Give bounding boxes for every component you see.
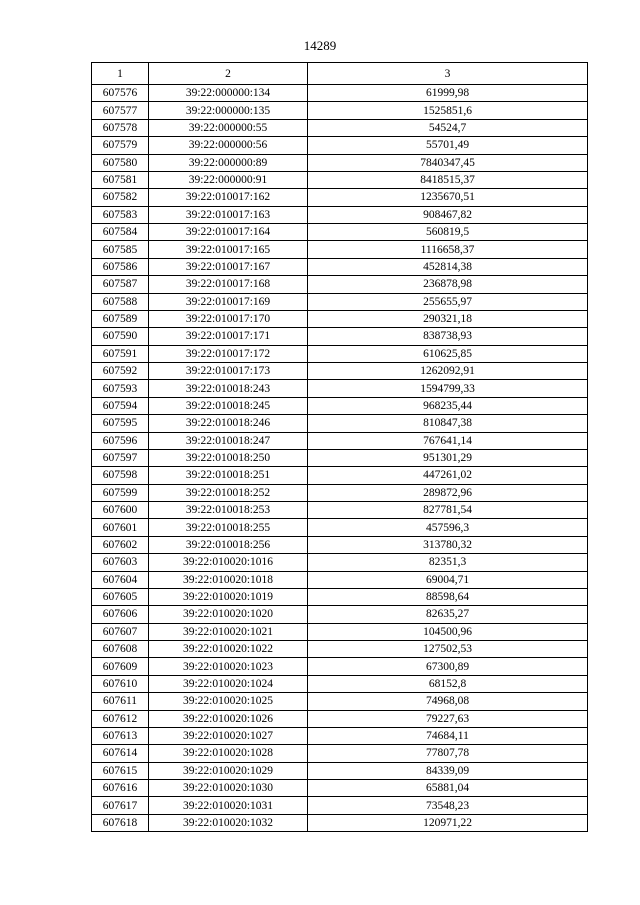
value-cell: 452814,38 bbox=[308, 258, 588, 275]
table-row bbox=[92, 658, 588, 675]
cadastral-number-cell: 39:22:010020:1022 bbox=[149, 641, 308, 658]
cadastral-number-cell: 39:22:010018:256 bbox=[149, 536, 308, 553]
header-row bbox=[92, 63, 588, 85]
row-number-cell: 607586 bbox=[92, 258, 149, 275]
table-header bbox=[92, 63, 588, 85]
cadastral-number-cell: 39:22:010020:1016 bbox=[149, 554, 308, 571]
cadastral-number-cell: 39:22:010018:245 bbox=[149, 397, 308, 414]
table-row bbox=[92, 241, 588, 258]
row-number-cell: 607589 bbox=[92, 310, 149, 327]
cadastral-number-cell: 39:22:010020:1027 bbox=[149, 727, 308, 744]
value-cell: 68152,8 bbox=[308, 675, 588, 692]
value-cell: 560819,5 bbox=[308, 224, 588, 241]
cadastral-number-cell: 39:22:010017:171 bbox=[149, 328, 308, 345]
row-number-cell: 607581 bbox=[92, 171, 149, 188]
cadastral-number-cell: 39:22:010020:1028 bbox=[149, 745, 308, 762]
column-header-1: 1 bbox=[92, 63, 149, 85]
value-cell: 810847,38 bbox=[308, 415, 588, 432]
table-row bbox=[92, 780, 588, 797]
value-cell: 69004,71 bbox=[308, 571, 588, 588]
value-cell: 67300,89 bbox=[308, 658, 588, 675]
column-header-2: 2 bbox=[149, 63, 308, 85]
value-cell: 457596,3 bbox=[308, 519, 588, 536]
table-row bbox=[92, 519, 588, 536]
row-number-cell: 607603 bbox=[92, 554, 149, 571]
cadastral-number-cell: 39:22:010017:164 bbox=[149, 224, 308, 241]
row-number-cell: 607606 bbox=[92, 606, 149, 623]
column-header-3: 3 bbox=[308, 63, 588, 85]
row-number-cell: 607597 bbox=[92, 449, 149, 466]
table-row bbox=[92, 397, 588, 414]
page-number: 14289 bbox=[303, 38, 337, 53]
value-cell: 908467,82 bbox=[308, 206, 588, 223]
row-number-cell: 607583 bbox=[92, 206, 149, 223]
value-cell: 120971,22 bbox=[308, 814, 588, 831]
value-cell: 951301,29 bbox=[308, 449, 588, 466]
cadastral-number-cell: 39:22:010018:251 bbox=[149, 467, 308, 484]
row-number-cell: 607592 bbox=[92, 363, 149, 380]
cadastral-number-cell: 39:22:010020:1019 bbox=[149, 588, 308, 605]
table-row bbox=[92, 675, 588, 692]
value-cell: 610625,85 bbox=[308, 345, 588, 362]
row-number-cell: 607609 bbox=[92, 658, 149, 675]
row-number-cell: 607576 bbox=[92, 85, 149, 102]
value-cell: 8418515,37 bbox=[308, 171, 588, 188]
row-number-cell: 607599 bbox=[92, 484, 149, 501]
cadastral-number-cell: 39:22:010020:1029 bbox=[149, 762, 308, 779]
table-row bbox=[92, 727, 588, 744]
cadastral-number-cell: 39:22:010017:173 bbox=[149, 363, 308, 380]
table-row bbox=[92, 154, 588, 171]
row-number-cell: 607577 bbox=[92, 102, 149, 119]
cadastral-number-cell: 39:22:010020:1030 bbox=[149, 780, 308, 797]
value-cell: 73548,23 bbox=[308, 797, 588, 814]
cadastral-number-cell: 39:22:000000:89 bbox=[149, 154, 308, 171]
value-cell: 289872,96 bbox=[308, 484, 588, 501]
row-number-cell: 607588 bbox=[92, 293, 149, 310]
cadastral-number-cell: 39:22:010017:170 bbox=[149, 310, 308, 327]
value-cell: 74968,08 bbox=[308, 693, 588, 710]
table-row bbox=[92, 571, 588, 588]
row-number-cell: 607580 bbox=[92, 154, 149, 171]
table-row bbox=[92, 484, 588, 501]
table-row bbox=[92, 258, 588, 275]
cadastral-number-cell: 39:22:010017:172 bbox=[149, 345, 308, 362]
row-number-cell: 607590 bbox=[92, 328, 149, 345]
table-row bbox=[92, 745, 588, 762]
cadastral-number-cell: 39:22:010020:1021 bbox=[149, 623, 308, 640]
table-row bbox=[92, 102, 588, 119]
table-row bbox=[92, 762, 588, 779]
table-row bbox=[92, 293, 588, 310]
row-number-cell: 607612 bbox=[92, 710, 149, 727]
value-cell: 1235670,51 bbox=[308, 189, 588, 206]
table-row bbox=[92, 345, 588, 362]
cadastral-number-cell: 39:22:010020:1023 bbox=[149, 658, 308, 675]
cadastral-number-cell: 39:22:010020:1026 bbox=[149, 710, 308, 727]
row-number-cell: 607615 bbox=[92, 762, 149, 779]
row-number-cell: 607613 bbox=[92, 727, 149, 744]
cadastral-number-cell: 39:22:010018:253 bbox=[149, 502, 308, 519]
value-cell: 127502,53 bbox=[308, 641, 588, 658]
table-row bbox=[92, 814, 588, 831]
table-row bbox=[92, 536, 588, 553]
value-cell: 74684,11 bbox=[308, 727, 588, 744]
table-row bbox=[92, 363, 588, 380]
table-row bbox=[92, 606, 588, 623]
value-cell: 55701,49 bbox=[308, 137, 588, 154]
row-number-cell: 607616 bbox=[92, 780, 149, 797]
row-number-cell: 607582 bbox=[92, 189, 149, 206]
cadastral-number-cell: 39:22:010017:169 bbox=[149, 293, 308, 310]
row-number-cell: 607593 bbox=[92, 380, 149, 397]
value-cell: 447261,02 bbox=[308, 467, 588, 484]
row-number-cell: 607595 bbox=[92, 415, 149, 432]
table-row bbox=[92, 310, 588, 327]
table-row bbox=[92, 432, 588, 449]
row-number-cell: 607607 bbox=[92, 623, 149, 640]
value-cell: 104500,96 bbox=[308, 623, 588, 640]
row-number-cell: 607614 bbox=[92, 745, 149, 762]
cadastral-number-cell: 39:22:010017:167 bbox=[149, 258, 308, 275]
value-cell: 255655,97 bbox=[308, 293, 588, 310]
row-number-cell: 607608 bbox=[92, 641, 149, 658]
value-cell: 82635,27 bbox=[308, 606, 588, 623]
value-cell: 1262092,91 bbox=[308, 363, 588, 380]
cadastral-number-cell: 39:22:010017:162 bbox=[149, 189, 308, 206]
table-row bbox=[92, 554, 588, 571]
row-number-cell: 607617 bbox=[92, 797, 149, 814]
value-cell: 65881,04 bbox=[308, 780, 588, 797]
row-number-cell: 607587 bbox=[92, 276, 149, 293]
table-row bbox=[92, 623, 588, 640]
row-number-cell: 607611 bbox=[92, 693, 149, 710]
row-number-cell: 607591 bbox=[92, 345, 149, 362]
cadastral-number-cell: 39:22:010018:252 bbox=[149, 484, 308, 501]
cadastral-number-cell: 39:22:010020:1018 bbox=[149, 571, 308, 588]
row-number-cell: 607604 bbox=[92, 571, 149, 588]
value-cell: 290321,18 bbox=[308, 310, 588, 327]
row-number-cell: 607601 bbox=[92, 519, 149, 536]
table-row bbox=[92, 449, 588, 466]
cadastral-number-cell: 39:22:010020:1020 bbox=[149, 606, 308, 623]
cadastral-number-cell: 39:22:000000:135 bbox=[149, 102, 308, 119]
cadastral-number-cell: 39:22:000000:56 bbox=[149, 137, 308, 154]
row-number-cell: 607585 bbox=[92, 241, 149, 258]
cadastral-number-cell: 39:22:010017:163 bbox=[149, 206, 308, 223]
data-table bbox=[91, 62, 588, 832]
row-number-cell: 607594 bbox=[92, 397, 149, 414]
value-cell: 61999,98 bbox=[308, 85, 588, 102]
table-row bbox=[92, 119, 588, 136]
row-number-cell: 607596 bbox=[92, 432, 149, 449]
cadastral-number-cell: 39:22:010018:247 bbox=[149, 432, 308, 449]
value-cell: 968235,44 bbox=[308, 397, 588, 414]
value-cell: 54524,7 bbox=[308, 119, 588, 136]
table-row bbox=[92, 467, 588, 484]
table-row bbox=[92, 171, 588, 188]
table-row bbox=[92, 137, 588, 154]
row-number-cell: 607584 bbox=[92, 224, 149, 241]
value-cell: 827781,54 bbox=[308, 502, 588, 519]
cadastral-number-cell: 39:22:010020:1032 bbox=[149, 814, 308, 831]
value-cell: 767641,14 bbox=[308, 432, 588, 449]
cadastral-number-cell: 39:22:000000:55 bbox=[149, 119, 308, 136]
value-cell: 1116658,37 bbox=[308, 241, 588, 258]
cadastral-number-cell: 39:22:010018:243 bbox=[149, 380, 308, 397]
table-row bbox=[92, 224, 588, 241]
cadastral-number-cell: 39:22:000000:134 bbox=[149, 85, 308, 102]
value-cell: 838738,93 bbox=[308, 328, 588, 345]
table-row bbox=[92, 415, 588, 432]
row-number-cell: 607618 bbox=[92, 814, 149, 831]
table-row bbox=[92, 693, 588, 710]
cadastral-number-cell: 39:22:010017:168 bbox=[149, 276, 308, 293]
cadastral-number-cell: 39:22:010017:165 bbox=[149, 241, 308, 258]
row-number-cell: 607605 bbox=[92, 588, 149, 605]
value-cell: 82351,3 bbox=[308, 554, 588, 571]
cadastral-number-cell: 39:22:010020:1025 bbox=[149, 693, 308, 710]
value-cell: 88598,64 bbox=[308, 588, 588, 605]
table-row bbox=[92, 189, 588, 206]
row-number-cell: 607598 bbox=[92, 467, 149, 484]
cadastral-number-cell: 39:22:000000:91 bbox=[149, 171, 308, 188]
table-row bbox=[92, 588, 588, 605]
table-body bbox=[92, 85, 588, 832]
row-number-cell: 607579 bbox=[92, 137, 149, 154]
value-cell: 236878,98 bbox=[308, 276, 588, 293]
value-cell: 7840347,45 bbox=[308, 154, 588, 171]
value-cell: 313780,32 bbox=[308, 536, 588, 553]
value-cell: 1525851,6 bbox=[308, 102, 588, 119]
table-row bbox=[92, 641, 588, 658]
row-number-cell: 607600 bbox=[92, 502, 149, 519]
row-number-cell: 607578 bbox=[92, 119, 149, 136]
cadastral-number-cell: 39:22:010020:1031 bbox=[149, 797, 308, 814]
table-row bbox=[92, 328, 588, 345]
row-number-cell: 607602 bbox=[92, 536, 149, 553]
table-row bbox=[92, 85, 588, 102]
value-cell: 84339,09 bbox=[308, 762, 588, 779]
cadastral-number-cell: 39:22:010018:246 bbox=[149, 415, 308, 432]
table-row bbox=[92, 710, 588, 727]
value-cell: 77807,78 bbox=[308, 745, 588, 762]
table-row bbox=[92, 797, 588, 814]
table-row bbox=[92, 206, 588, 223]
table-row bbox=[92, 502, 588, 519]
value-cell: 1594799,33 bbox=[308, 380, 588, 397]
table-row bbox=[92, 276, 588, 293]
row-number-cell: 607610 bbox=[92, 675, 149, 692]
cadastral-number-cell: 39:22:010018:255 bbox=[149, 519, 308, 536]
cadastral-number-cell: 39:22:010020:1024 bbox=[149, 675, 308, 692]
table-row bbox=[92, 380, 588, 397]
cadastral-number-cell: 39:22:010018:250 bbox=[149, 449, 308, 466]
value-cell: 79227,63 bbox=[308, 710, 588, 727]
